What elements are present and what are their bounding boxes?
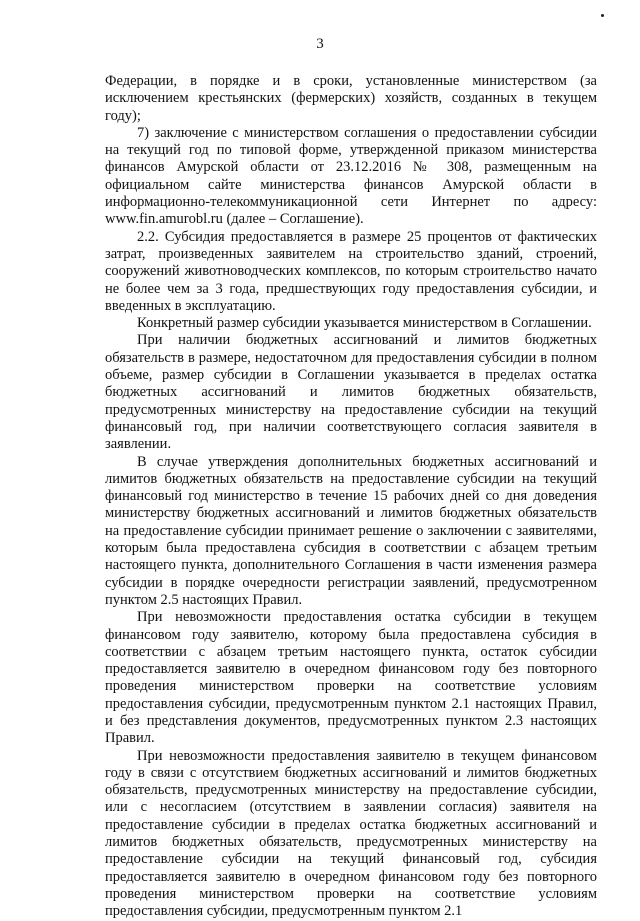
paragraph-7: При невозможности предоставления остатка субсидии в текущем финансовом году заявителю, которому была предоставлена субсидия в соответствии с абзацем третьим настоящего пункта, остаток субсидии предоставляется заявителю в очередном финансовом году без повторного проведения министерством проверки на соответствие условиям предоставления субсидии, предусмотренным пунктом 2.1 настоящих Правил, и без представления документов, предусмотренных пунктом 2.3 настоящих Правил. [105,609,597,747]
paragraph-4: Конкретный размер субсидии указывается министерством в Соглашении. [137,315,592,332]
paragraph-1: Федерации, в порядке и в сроки, установленные министерством (за исключением крестьянских (фермерских) хозяйств, созданных в текущем году); [105,73,597,124]
paragraph-8: При невозможности предоставления заявителю в текущем финансовом году в связи с отсутствием бюджетных ассигнований и лимитов бюджетных обязательств, предусмотренных министерству на предоставление субсидии, или с несогласием (отсутствием в заявлении согласия) заявителя на предоставление субсидии в пределах остатка бюджетных ассигнований и лимитов бюджетных обязательств, предусмотренных министерству на предоставление субсидии на текущий финансовый год, субсидия предоставляется заявителю в очередном финансовом году без повторного проведения министерством проверки на соответствие условиям предоставления субсидии, предусмотренным пунктом 2.1 [105,747,597,920]
paragraph-3: 2.2. Субсидия предоставляется в размере 25 процентов от фактических затрат, произведенных заявителем на строительство зданий, строений, сооружений животноводческих комплексов, по которым строительство начато не более чем за 3 года, предшествующих году предоставления субсидии, и введенных в эксплуатацию. [105,228,597,314]
paragraph-2: 7) заключение с министерством соглашения о предоставлении субсидии на текущий год по типовой форме, утвержденной приказом министерства финансов Амурской области от 23.12.2016 № 308, размещенным на официальном сайте министерства финансов Амурской области в информационно-телекоммуникационной сети Интернет по адресу: www.fin.amurobl.ru (далее – Соглашение). [105,124,597,228]
page-number: 3 [316,36,324,52]
paragraph-5: При наличии бюджетных ассигнований и лимитов бюджетных обязательств в размере, недостаточном для предоставления субсидии в полном объеме, размер субсидии в Соглашении указывается в пределах остатка бюджетных ассигнований и лимитов бюджетных обязательств, предусмотренных министерству на предоставление субсидии на текущий финансовый год, при наличии соответствующего согласия заявителя в заявлении. [105,332,597,453]
paragraph-6: В случае утверждения дополнительных бюджетных ассигнований и лимитов бюджетных обязательств на предоставление субсидии на текущий финансовый год министерство в течение 15 рабочих дней со дня доведения министерству бюджетных ассигнований и лимитов бюджетных обязательств на предоставление субсидии принимает решение о заключении с заявителями, которым была предоставлена субсидия в соответствии с абзацем третьим настоящего пункта, дополнительного Соглашения в части изменения размера субсидии в порядке очередности регистрации заявлений, предусмотренном пунктом 2.5 настоящих Правил. [105,453,597,608]
document-body [105,73,597,921]
scan-speck [601,14,604,17]
